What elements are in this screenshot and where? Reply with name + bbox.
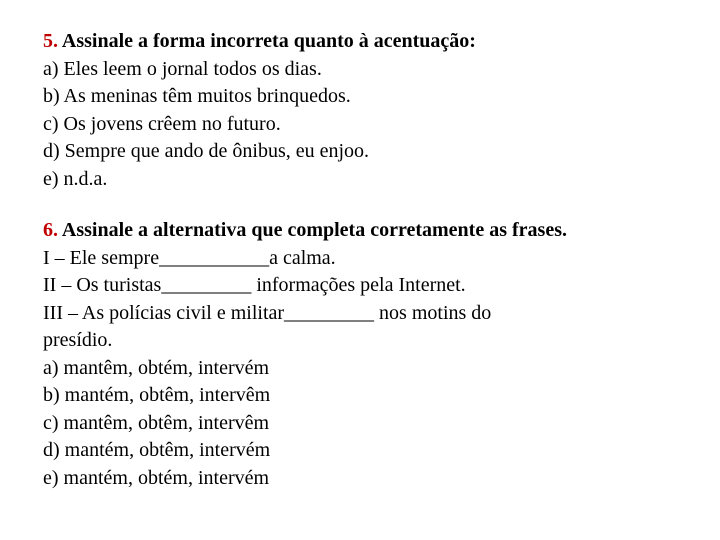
question-5-option-d: d) Sempre que ando de ônibus, eu enjoo.: [43, 140, 370, 162]
question-6-title: [43, 217, 703, 245]
question-6: [43, 217, 703, 492]
question-6-statement-1: I – Ele sempre___________a calma.: [43, 246, 336, 269]
slide-content: [43, 28, 703, 492]
question-5-option-e: e) n.d.a.: [43, 167, 108, 190]
question-6-option-d: d) mantém, obtêm, intervém: [43, 439, 271, 461]
question-5-title: [43, 28, 703, 56]
question-6-number: 6.: [43, 219, 58, 241]
question-5-option-a: a) Eles leem o jornal todos os dias.: [43, 57, 322, 80]
question-5-option-c: c) Os jovens crêem no futuro.: [43, 112, 281, 135]
question-6-option-c: c) mantêm, obtêm, intervêm: [43, 411, 270, 434]
question-6-statement-2: II – Os turistas_________ informações pela Internet.: [43, 274, 466, 296]
question-6-statement-3: III – As polícias civil e militar_________ nos motins do: [43, 301, 492, 324]
question-5: [43, 28, 703, 193]
question-6-option-e: e) mantém, obtém, intervém: [43, 466, 270, 489]
question-6-option-a: a) mantêm, obtém, intervém: [43, 356, 270, 379]
question-6-title-text: Assinale a alternativa que completa corretamente as frases.: [58, 219, 567, 241]
question-6-option-b: b) mantém, obtêm, intervêm: [43, 384, 271, 406]
question-6-statement-3-cont: presídio.: [43, 329, 113, 351]
question-5-title-text: Assinale a forma incorreta quanto à acentuação:: [58, 30, 476, 52]
question-5-option-b: b) As meninas têm muitos brinquedos.: [43, 85, 351, 107]
question-5-number: 5.: [43, 30, 58, 52]
